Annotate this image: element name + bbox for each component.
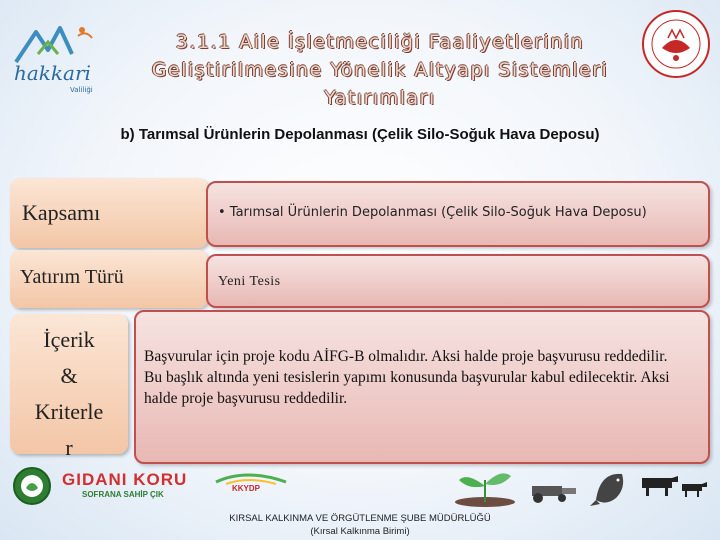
yatirim-turu-content-box <box>206 254 710 308</box>
kapsam-label: Kapsamı <box>22 200 101 225</box>
criteria-paragraph-2: Bu başlık altında yeni tesislerin yapımı konusunda başvurular kabul edilecektir. Aksi halde proje başvurusu reddedilir. <box>144 369 670 407</box>
icerik-kriterler-content <box>144 346 694 409</box>
hakkari-logo-text: hakkari <box>14 61 91 85</box>
gidani-koru-logo: GIDANI KORU SOFRANA SAHİP ÇIK <box>62 470 188 499</box>
footer-line-1: KIRSAL KALKINMA VE ÖRGÜTLENME ŞUBE MÜDÜRLÜĞÜ <box>229 513 491 524</box>
kapsam-content: • Tarımsal Ürünlerin Depolanması (Çelik Silo-Soğuk Hava Deposu) <box>218 205 647 220</box>
icerik-kriterler-content-box <box>134 310 710 464</box>
livestock-icon <box>638 470 710 500</box>
green-seal-logo <box>12 466 52 506</box>
kkydp-logo: KKYDP <box>208 470 296 500</box>
criteria-paragraph-1: Başvurular için proje kodu AİFG-B olmalıdır. Aksi halde proje başvurusu reddedilir. <box>144 348 668 365</box>
section-subtitle: b) Tarımsal Ürünlerin Depolanması (Çelik Silo-Soğuk Hava Deposu) <box>120 126 600 143</box>
svg-text:Valiliği: Valiliği <box>70 86 93 94</box>
yatirim-turu-label: Yatırım Türü <box>20 266 124 288</box>
ministry-seal-logo <box>640 8 712 80</box>
page-title: 3.1.1 Aile İşletmeciliği Faaliyetlerinin Geliştirilmesine Yönelik Altyapı Sistemleri Yatırımları <box>151 31 609 109</box>
kapsam-label-box <box>10 178 208 248</box>
footer-line-2: (Kırsal Kalkınma Birimi) <box>310 526 410 537</box>
yatirim-turu-content: Yeni Tesis <box>218 274 281 289</box>
seedling-icon <box>450 462 520 507</box>
kapsam-content-box <box>206 181 710 247</box>
yatirim-turu-label-box <box>10 250 208 308</box>
icerik-kriterler-label: İçerik & Kriterle r <box>34 327 104 460</box>
fish-icon <box>588 466 634 508</box>
footer-text <box>180 512 540 538</box>
hakkari-logo <box>8 14 138 94</box>
tractor-icon <box>528 478 580 504</box>
icerik-kriterler-label-box <box>10 314 128 460</box>
